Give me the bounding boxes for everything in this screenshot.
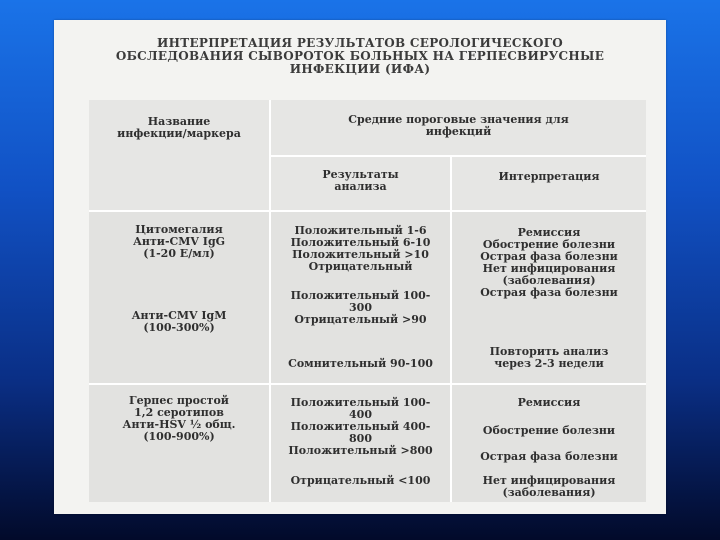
header-cell-results bbox=[271, 157, 450, 210]
cmv-name-cell bbox=[89, 212, 269, 383]
header-cell-interpretation bbox=[452, 157, 646, 210]
cmv-igg-marker: Цитомегалия Анти-CMV IgG (1-20 Е/мл) bbox=[132, 223, 226, 260]
hsv-results-cell bbox=[271, 385, 450, 502]
cmv-interpretation-cell bbox=[452, 212, 646, 383]
cmv-igm-marker: Анти-CMV IgM (100-300%) bbox=[131, 309, 227, 334]
cmv-results-cell bbox=[271, 212, 450, 383]
header-cell-threshold-group bbox=[271, 100, 646, 155]
hsv-name-cell bbox=[89, 385, 269, 502]
cmv-interpretations: Ремиссия Обострение болезни Острая фаза болезни Нет инфицирования (заболевания) Острая фаза болезни bbox=[480, 226, 618, 299]
hsv-acute-phase: Острая фаза болезни bbox=[480, 450, 618, 463]
header-threshold-group: Средние пороговые значения для инфекций bbox=[348, 113, 569, 138]
header-cell-infection-name bbox=[89, 100, 269, 210]
document-page bbox=[54, 20, 666, 514]
hsv-positive-results: Положительный 100- 400 Положительный 400- 800 Положительный >800 bbox=[288, 396, 433, 457]
hsv-no-infection: Нет инфицирования (заболевания) bbox=[482, 474, 616, 499]
cmv-doubtful-result: Сомнительный 90-100 bbox=[288, 357, 433, 370]
hsv-exacerbation: Обострение болезни bbox=[482, 424, 616, 437]
cmv-igm-results: Положительный 100- 300 Отрицательный >90 bbox=[290, 289, 431, 326]
cmv-repeat-test: Повторить анализ через 2-3 недели bbox=[489, 345, 609, 370]
hsv-remission: Ремиссия bbox=[517, 396, 581, 409]
header-infection-name: Название инфекции/маркера bbox=[117, 115, 241, 140]
hsv-negative-result: Отрицательный <100 bbox=[290, 474, 431, 487]
document-title: ИНТЕРПРЕТАЦИЯ РЕЗУЛЬТАТОВ СЕРОЛОГИЧЕСКОГО ОБСЛЕДОВАНИЯ СЫВОРОТОК БОЛЬНЫХ НА ГЕРПЕСВИРУСНЫЕ ИНФЕКЦИИ (ИФА) bbox=[115, 36, 605, 76]
hsv-marker: Герпес простой 1,2 серотипов Анти-HSV ½ общ. (100-900%) bbox=[122, 394, 236, 443]
interpretation-table bbox=[89, 100, 646, 502]
hsv-interpretation-cell bbox=[452, 385, 646, 502]
header-interpretation: Интерпретация bbox=[498, 170, 600, 183]
cmv-igg-results: Положительный 1-6 Положительный 6-10 Положительный >10 Отрицательный bbox=[290, 224, 431, 273]
header-results: Результаты анализа bbox=[322, 168, 399, 193]
